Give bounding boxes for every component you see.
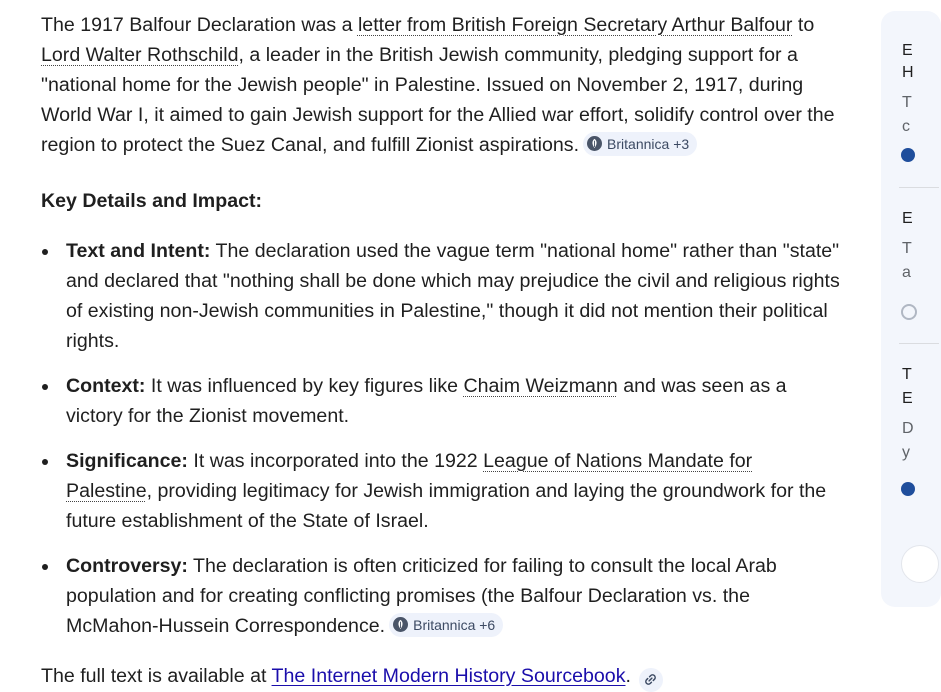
- britannica-source-icon: [587, 136, 602, 151]
- source-chip-britannica-3[interactable]: [583, 132, 697, 156]
- side-panel-text: E: [902, 390, 913, 407]
- item-text: , providing legitimacy for Jewish immigration and laying the groundwork for the future establishment of the State of Israel.: [66, 480, 827, 532]
- item-label: Significance:: [66, 450, 188, 472]
- source-chip-label: Britannica +6: [413, 616, 496, 633]
- source-chip-britannica-6[interactable]: [389, 613, 503, 637]
- item-text: The declaration used the vague term "national home" rather than "state" and declared that "nothing shall be done which may prejudice the civil and religious rights of existing non-Jewish communities in Palestine," though it did not mention their political rights.: [66, 240, 840, 352]
- item-label: Text and Intent:: [66, 240, 211, 262]
- side-panel-text: H: [902, 64, 914, 81]
- britannica-source-icon: [393, 617, 408, 632]
- item-text: and was seen as a victory for the Zionist movement.: [66, 375, 787, 427]
- chaim-weizmann-link[interactable]: Chaim Weizmann: [463, 375, 618, 397]
- details-list: [41, 236, 841, 641]
- source-favicon-icon: [901, 148, 915, 162]
- divider: [899, 343, 939, 344]
- league-of-nations-mandate-link[interactable]: League of Nations Mandate for Palestine: [66, 450, 753, 502]
- side-panel-text: E: [902, 42, 913, 59]
- show-all-sources-button[interactable]: [901, 545, 939, 583]
- link-icon[interactable]: [639, 668, 663, 692]
- source-favicon-icon: [901, 482, 915, 496]
- side-panel-text: E: [902, 210, 913, 227]
- section-heading: Key Details and Impact:: [41, 190, 263, 212]
- footer-paragraph: [41, 661, 841, 692]
- footer-text-end: .: [625, 665, 631, 687]
- list-item: [41, 446, 841, 536]
- intro-text-3: , a leader in the British Jewish community, pledging support for a "national home for the Jewish people" in Palestine. Issued on November 2, 1917, during World War I, it aimed to gain Jewish support for the Allied war effort, solidify control over the region to protect the Suez Canal, and fulfill Zionist aspirations.: [41, 44, 835, 156]
- list-item: [41, 236, 841, 356]
- side-panel-text: T: [902, 240, 912, 257]
- arthur-balfour-link[interactable]: letter from British Foreign Secretary Arthur Balfour: [357, 14, 793, 36]
- item-label: Controversy:: [66, 555, 188, 577]
- sources-side-panel[interactable]: [881, 11, 941, 607]
- side-panel-text: a: [902, 264, 911, 281]
- intro-text-1: The 1917 Balfour Declaration was a: [41, 14, 358, 36]
- divider: [899, 187, 939, 188]
- list-item: [41, 371, 841, 431]
- side-panel-text: T: [902, 366, 912, 383]
- item-text: The declaration is often criticized for failing to consult the local Arab population and for creating conflicting promises (the Balfour Declaration vs. the McMahon-Hussein Correspondence.: [66, 555, 777, 637]
- item-text: It was influenced by key figures like: [145, 375, 464, 397]
- item-text: It was incorporated into the 1922: [187, 450, 484, 472]
- footer-text: The full text is available at: [41, 665, 272, 687]
- side-panel-text: c: [902, 118, 910, 135]
- side-panel-text: T: [902, 94, 912, 111]
- intro-paragraph: [41, 10, 841, 160]
- side-panel-text: y: [902, 444, 910, 461]
- source-chip-label: Britannica +3: [607, 135, 690, 152]
- sourcebook-link[interactable]: The Internet Modern History Sourcebook: [271, 665, 626, 687]
- intro-text-2: to: [792, 14, 815, 36]
- side-panel-text: D: [902, 420, 914, 437]
- walter-rothschild-link[interactable]: Lord Walter Rothschild: [41, 44, 239, 66]
- item-label: Context:: [66, 375, 146, 397]
- answer-content: [41, 10, 841, 692]
- source-favicon-icon: [901, 304, 917, 320]
- list-item: [41, 551, 841, 641]
